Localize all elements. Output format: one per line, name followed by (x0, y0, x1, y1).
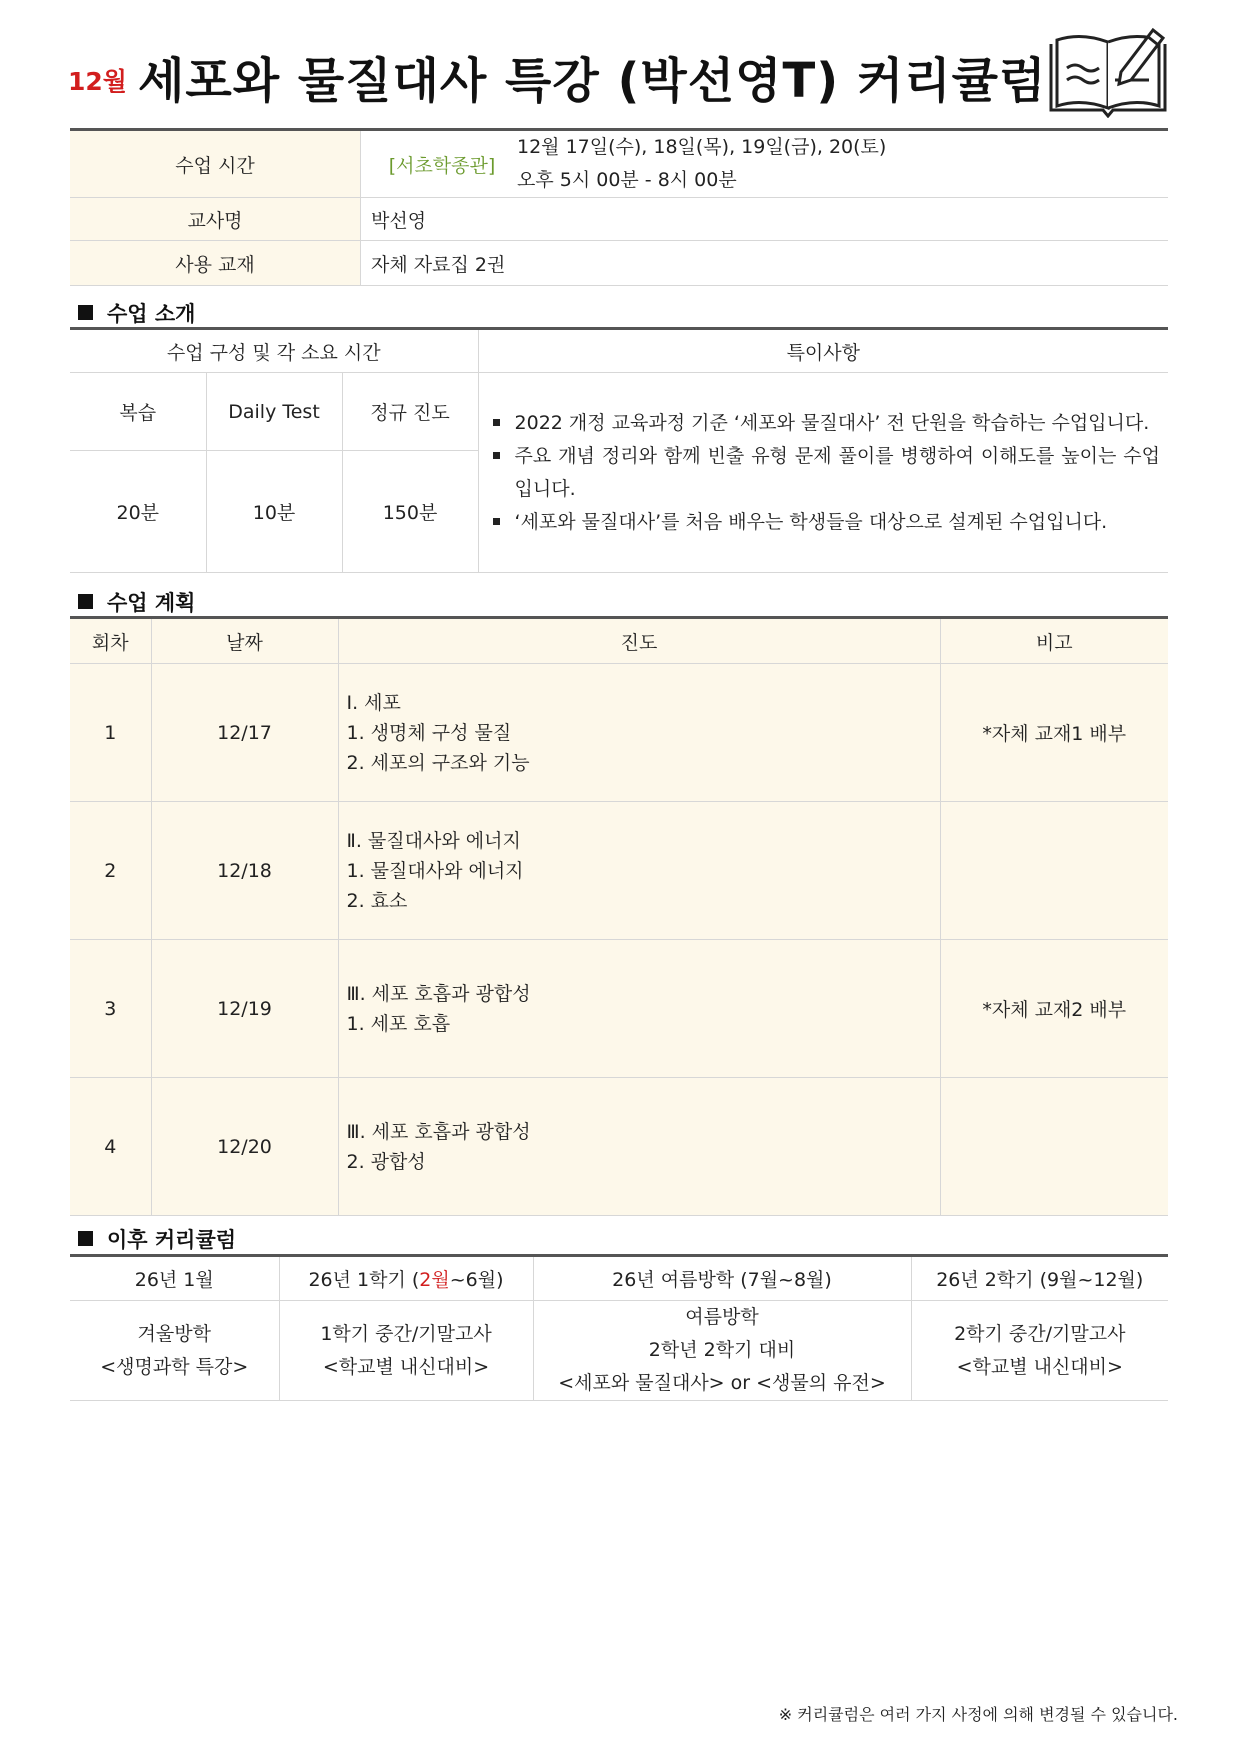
teacher-label: 교사명 (70, 198, 361, 241)
section-plan (78, 587, 195, 617)
after-cell-summer (533, 1301, 911, 1401)
note-item: 2022 개정 교육과정 기준 ‘세포와 물질대사’ 전 단원을 학습하는 수업입니다. (489, 407, 1161, 440)
progress-line: 1. 세포 호흡 (346, 1012, 451, 1035)
note-item: ‘세포와 물질대사’를 처음 배우는 학생들을 대상으로 설계된 수업입니다. (489, 506, 1161, 539)
composition-header: 수업 구성 및 각 소요 시간 (70, 329, 478, 373)
class-dates: 12월 17일(수), 18일(목), 19일(금), 20(토) (517, 136, 887, 158)
progress-line: Ⅲ. 세포 호흡과 광합성 (346, 982, 531, 1005)
progress-line: 1. 생명체 구성 물질 (346, 721, 512, 744)
after-header-jan: 26년 1월 (70, 1256, 279, 1301)
after-cell-sem1 (279, 1301, 533, 1401)
cell-line: 2학년 2학기 대비 (648, 1339, 796, 1361)
after-header-sem1 (279, 1256, 533, 1301)
col-daily-test: Daily Test (206, 373, 342, 451)
cell-line: <학교별 내신대비> (322, 1355, 490, 1378)
class-time-label: 수업 시간 (70, 130, 361, 198)
progress-line: Ⅲ. 세포 호흡과 광합성 (346, 1120, 531, 1143)
after-cell-sem2 (911, 1301, 1168, 1401)
square-bullet-icon (78, 305, 93, 320)
square-bullet-icon (78, 594, 93, 609)
session-progress (338, 1078, 940, 1216)
title-month: 12월 (68, 67, 127, 96)
cell-line: <생명과학 특강> (100, 1355, 249, 1378)
cell-line: <학교별 내신대비> (956, 1355, 1123, 1378)
time-regular: 150분 (342, 451, 478, 573)
notes-header: 특이사항 (478, 329, 1168, 373)
section-plan-title: 수업 계획 (107, 591, 196, 615)
col-review: 복습 (70, 373, 206, 451)
teacher-name: 박선영 (361, 198, 1169, 241)
progress-line: Ⅱ. 물질대사와 에너지 (346, 829, 521, 852)
section-intro-title: 수업 소개 (107, 302, 196, 326)
session-date: 12/18 (151, 802, 338, 940)
plan-header-note: 비고 (940, 618, 1168, 664)
progress-line: 1. 물질대사와 에너지 (346, 859, 524, 882)
section-after (78, 1224, 236, 1254)
textbook-label: 사용 교재 (70, 241, 361, 286)
time-review: 20분 (70, 451, 206, 573)
session-no: 1 (70, 664, 151, 802)
after-header-sem2: 26년 2학기 (9월~12월) (911, 1256, 1168, 1301)
progress-line: 2. 광합성 (346, 1150, 426, 1173)
after-header-summer: 26년 여름방학 (7월~8월) (533, 1256, 911, 1301)
table-row (70, 1078, 1168, 1216)
session-note: *자체 교재1 배부 (940, 664, 1168, 802)
plan-header-date: 날짜 (151, 618, 338, 664)
location-tag: [서초학종관] (388, 154, 496, 177)
plan-header-no: 회차 (70, 618, 151, 664)
session-no: 4 (70, 1078, 151, 1216)
progress-line: 2. 세포의 구조와 기능 (346, 751, 530, 774)
textbook-value: 자체 자료집 2권 (361, 241, 1169, 286)
session-no: 3 (70, 940, 151, 1078)
cell-line: 1학기 중간/기말고사 (320, 1322, 492, 1345)
after-curriculum-table (70, 1254, 1168, 1401)
section-intro (78, 298, 195, 328)
session-note: *자체 교재2 배부 (940, 940, 1168, 1078)
after-header-sem1-red: 2월 (419, 1269, 450, 1291)
session-progress (338, 802, 940, 940)
progress-line: Ⅰ. 세포 (346, 691, 401, 714)
after-header-sem1-post: ~6월) (449, 1269, 504, 1291)
intro-table (70, 327, 1168, 573)
session-note (940, 1078, 1168, 1216)
book-pen-icon (1045, 26, 1171, 118)
cell-line: 겨울방학 (137, 1322, 211, 1345)
page-header (0, 20, 1240, 120)
table-row (70, 664, 1168, 802)
table-row (70, 802, 1168, 940)
page-title: 세포와 물질대사 특강 (박선영T) 커리큘럼 (138, 53, 1047, 109)
time-daily-test: 10분 (206, 451, 342, 573)
after-cell-jan (70, 1301, 279, 1401)
table-row (70, 940, 1168, 1078)
plan-table (70, 616, 1168, 1216)
square-bullet-icon (78, 1231, 93, 1246)
session-note (940, 802, 1168, 940)
cell-line: 여름방학 (685, 1306, 759, 1328)
session-progress (338, 940, 940, 1078)
progress-line: 2. 효소 (346, 889, 408, 912)
section-after-title: 이후 커리큘럼 (107, 1228, 237, 1252)
session-progress (338, 664, 940, 802)
col-regular: 정규 진도 (342, 373, 478, 451)
notes-cell (478, 373, 1168, 573)
info-table (70, 128, 1168, 286)
class-time: 오후 5시 00분 - 8시 00분 (517, 169, 737, 191)
footnote: ※ 커리큘럼은 여러 가지 사정에 의해 변경될 수 있습니다. (778, 1705, 1178, 1724)
session-date: 12/17 (151, 664, 338, 802)
session-no: 2 (70, 802, 151, 940)
after-header-sem1-pre: 26년 1학기 ( (308, 1269, 420, 1291)
session-date: 12/19 (151, 940, 338, 1078)
plan-header-progress: 진도 (338, 618, 940, 664)
note-item: 주요 개념 정리와 함께 빈출 유형 문제 풀이를 병행하여 이해도를 높이는 수업입니다. (489, 440, 1161, 506)
session-date: 12/20 (151, 1078, 338, 1216)
cell-line: <세포와 물질대사> or <생물의 유전> (558, 1372, 886, 1394)
cell-line: 2학기 중간/기말고사 (954, 1322, 1126, 1345)
